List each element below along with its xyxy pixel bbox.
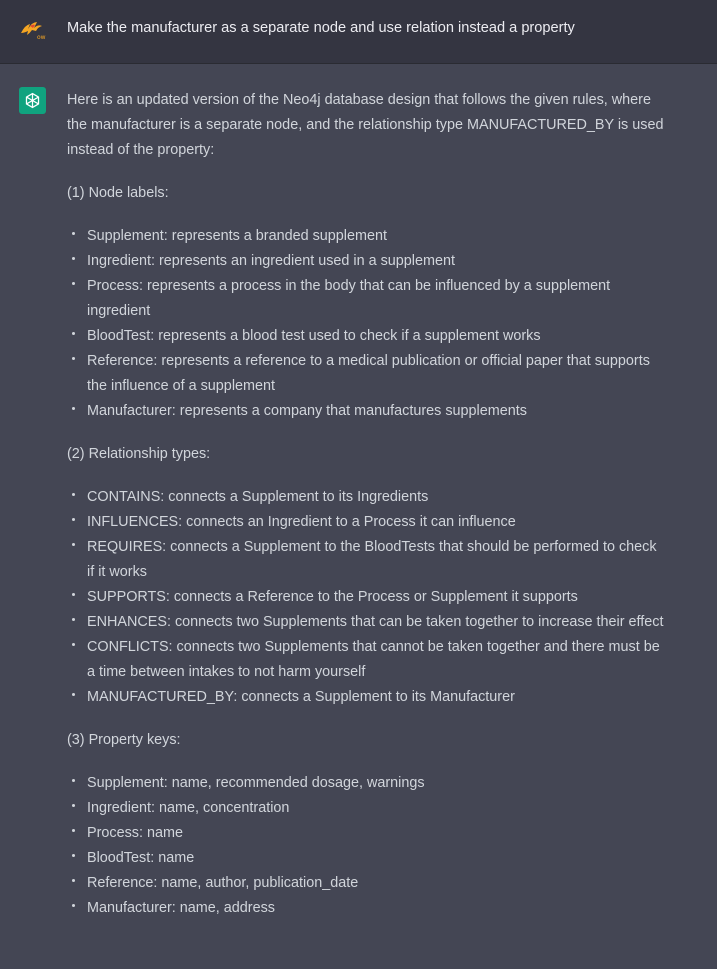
list-item: Process: represents a process in the body that can be influenced by a supplement ingredient: [67, 274, 667, 324]
list-item: Ingredient: represents an ingredient used in a supplement: [67, 249, 667, 274]
user-message-row: [0, 0, 717, 64]
assistant-message-content: [67, 88, 667, 939]
list-item: CONTAINS: connects a Supplement to its Ingredients: [67, 485, 667, 510]
list-item: ENHANCES: connects two Supplements that can be taken together to increase their effect: [67, 610, 667, 635]
svg-text:ow: ow: [37, 34, 46, 41]
list-item: BloodTest: represents a blood test used to check if a supplement works: [67, 324, 667, 349]
list-item: SUPPORTS: connects a Reference to the Process or Supplement it supports: [67, 585, 667, 610]
list-item: Manufacturer: represents a company that manufactures supplements: [67, 399, 667, 424]
list-item: MANUFACTURED_BY: connects a Supplement to its Manufacturer: [67, 685, 667, 710]
list-item: CONFLICTS: connects two Supplements that cannot be taken together and there must be a time between intakes to not harm yourself: [67, 635, 667, 685]
assistant-intro: Here is an updated version of the Neo4j database design that follows the given rules, where the manufacturer is a separate node, and the relationship type MANUFACTURED_BY is used instead of the property:: [67, 92, 664, 158]
list-item: Supplement: represents a branded supplement: [67, 224, 667, 249]
list-item: Supplement: name, recommended dosage, warnings: [67, 771, 667, 796]
list-item: Reference: name, author, publication_date: [67, 871, 667, 896]
list-item: BloodTest: name: [67, 846, 667, 871]
list-item: Reference: represents a reference to a medical publication or official paper that supports the influence of a supplement: [67, 349, 667, 399]
relationship-types-list: [67, 485, 667, 710]
list-item: INFLUENCES: connects an Ingredient to a Process it can influence: [67, 510, 667, 535]
openai-logo-icon: [19, 87, 46, 114]
list-item: Ingredient: name, concentration: [67, 796, 667, 821]
user-message-text: Make the manufacturer as a separate node and use relation instead a property: [67, 20, 575, 36]
section-heading-relationship-types: (2) Relationship types:: [67, 446, 211, 462]
list-item: Process: name: [67, 821, 667, 846]
property-keys-list: [67, 771, 667, 921]
list-item: REQUIRES: connects a Supplement to the BloodTests that should be performed to check if it works: [67, 535, 667, 585]
section-heading-property-keys: (3) Property keys:: [67, 732, 181, 748]
list-item: Manufacturer: name, address: [67, 896, 667, 921]
assistant-message-row: [0, 64, 717, 969]
section-heading-node-labels: (1) Node labels:: [67, 185, 169, 201]
node-labels-list: [67, 224, 667, 424]
user-avatar-icon: [18, 14, 48, 44]
